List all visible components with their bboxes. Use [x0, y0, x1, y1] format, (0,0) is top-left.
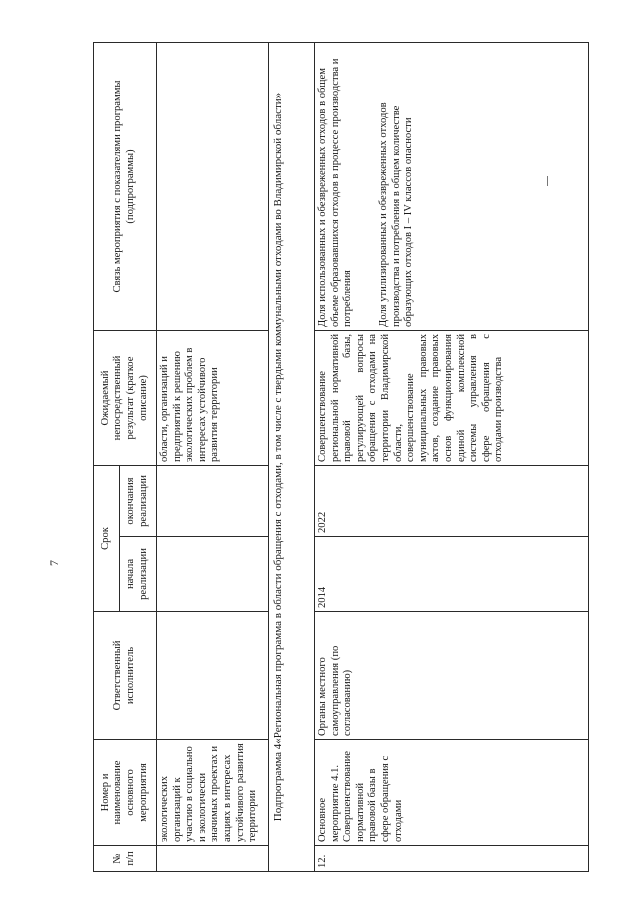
header-term-start: начала реализации: [125, 548, 149, 600]
row-12-link-2: Доля утилизированных и обезвреженных отходов производства и потребления в общем количестве образующих отходов I – IV классов опасности: [378, 102, 415, 327]
row-12-link-1: Доля использованных и обезвреженных отходов в общем объеме образовавшихся отходов в процессе производства и потребления: [317, 58, 354, 327]
header-term: Срок: [100, 527, 112, 550]
continued-row-result: области, организаций и предприятий к решению экологических проблем в интересах устойчивого развития территории: [159, 347, 221, 462]
row-12-result: Совершенствование региональной нормативной правовой базы, регулирующей вопросы обращения с отходами на территории Владимирской области, совершенствование муниципальных правовых актов, создание правовых основ функционирования единой комплексной системы управления в сфере обращения с отходами производства: [317, 334, 505, 462]
row-12-start: 2014: [317, 586, 328, 608]
continued-row-bottom-line: [268, 43, 269, 872]
header-link: Связь мероприятия с показателями программы (подпрограммы): [112, 80, 136, 293]
row-12-end: 2022: [317, 511, 328, 533]
table-left-border: [93, 871, 589, 872]
pencil-mark: [547, 176, 548, 186]
header-result: Ожидаемый непосредственный результат (краткое описание): [99, 355, 149, 441]
table-bottom-border: [588, 43, 589, 872]
page-number: 7: [47, 560, 61, 566]
continued-row-name: экологических организаций к участию в социально и экологически значимых проектах и акциях в интересах устойчивого развития территории: [159, 743, 259, 842]
header-num: № п/п: [112, 851, 136, 866]
row-12-executor: Органы местного самоуправления (по согласованию): [317, 645, 354, 736]
header-executor: Ответственный исполнитель: [112, 640, 136, 711]
header-term-end: окончания реализации: [125, 475, 149, 527]
row-12-num: 12.: [317, 854, 328, 868]
subprogram-bottom-line: [314, 43, 315, 872]
table-sheet: [77, 43, 588, 886]
header-name: Номер и наименование основного мероприятия: [99, 760, 149, 825]
row-12-name: Основное мероприятие 4.1. Совершенствование нормативной правовой базы в сфере обращения с отходами: [317, 751, 404, 842]
header-bottom-line: [156, 43, 157, 872]
subprogram-title: Подпрограмма 4«Региональная программа в области обращения с отходами, в том числе с твердыми коммунальными отходами во Владимирской области»: [272, 92, 284, 822]
